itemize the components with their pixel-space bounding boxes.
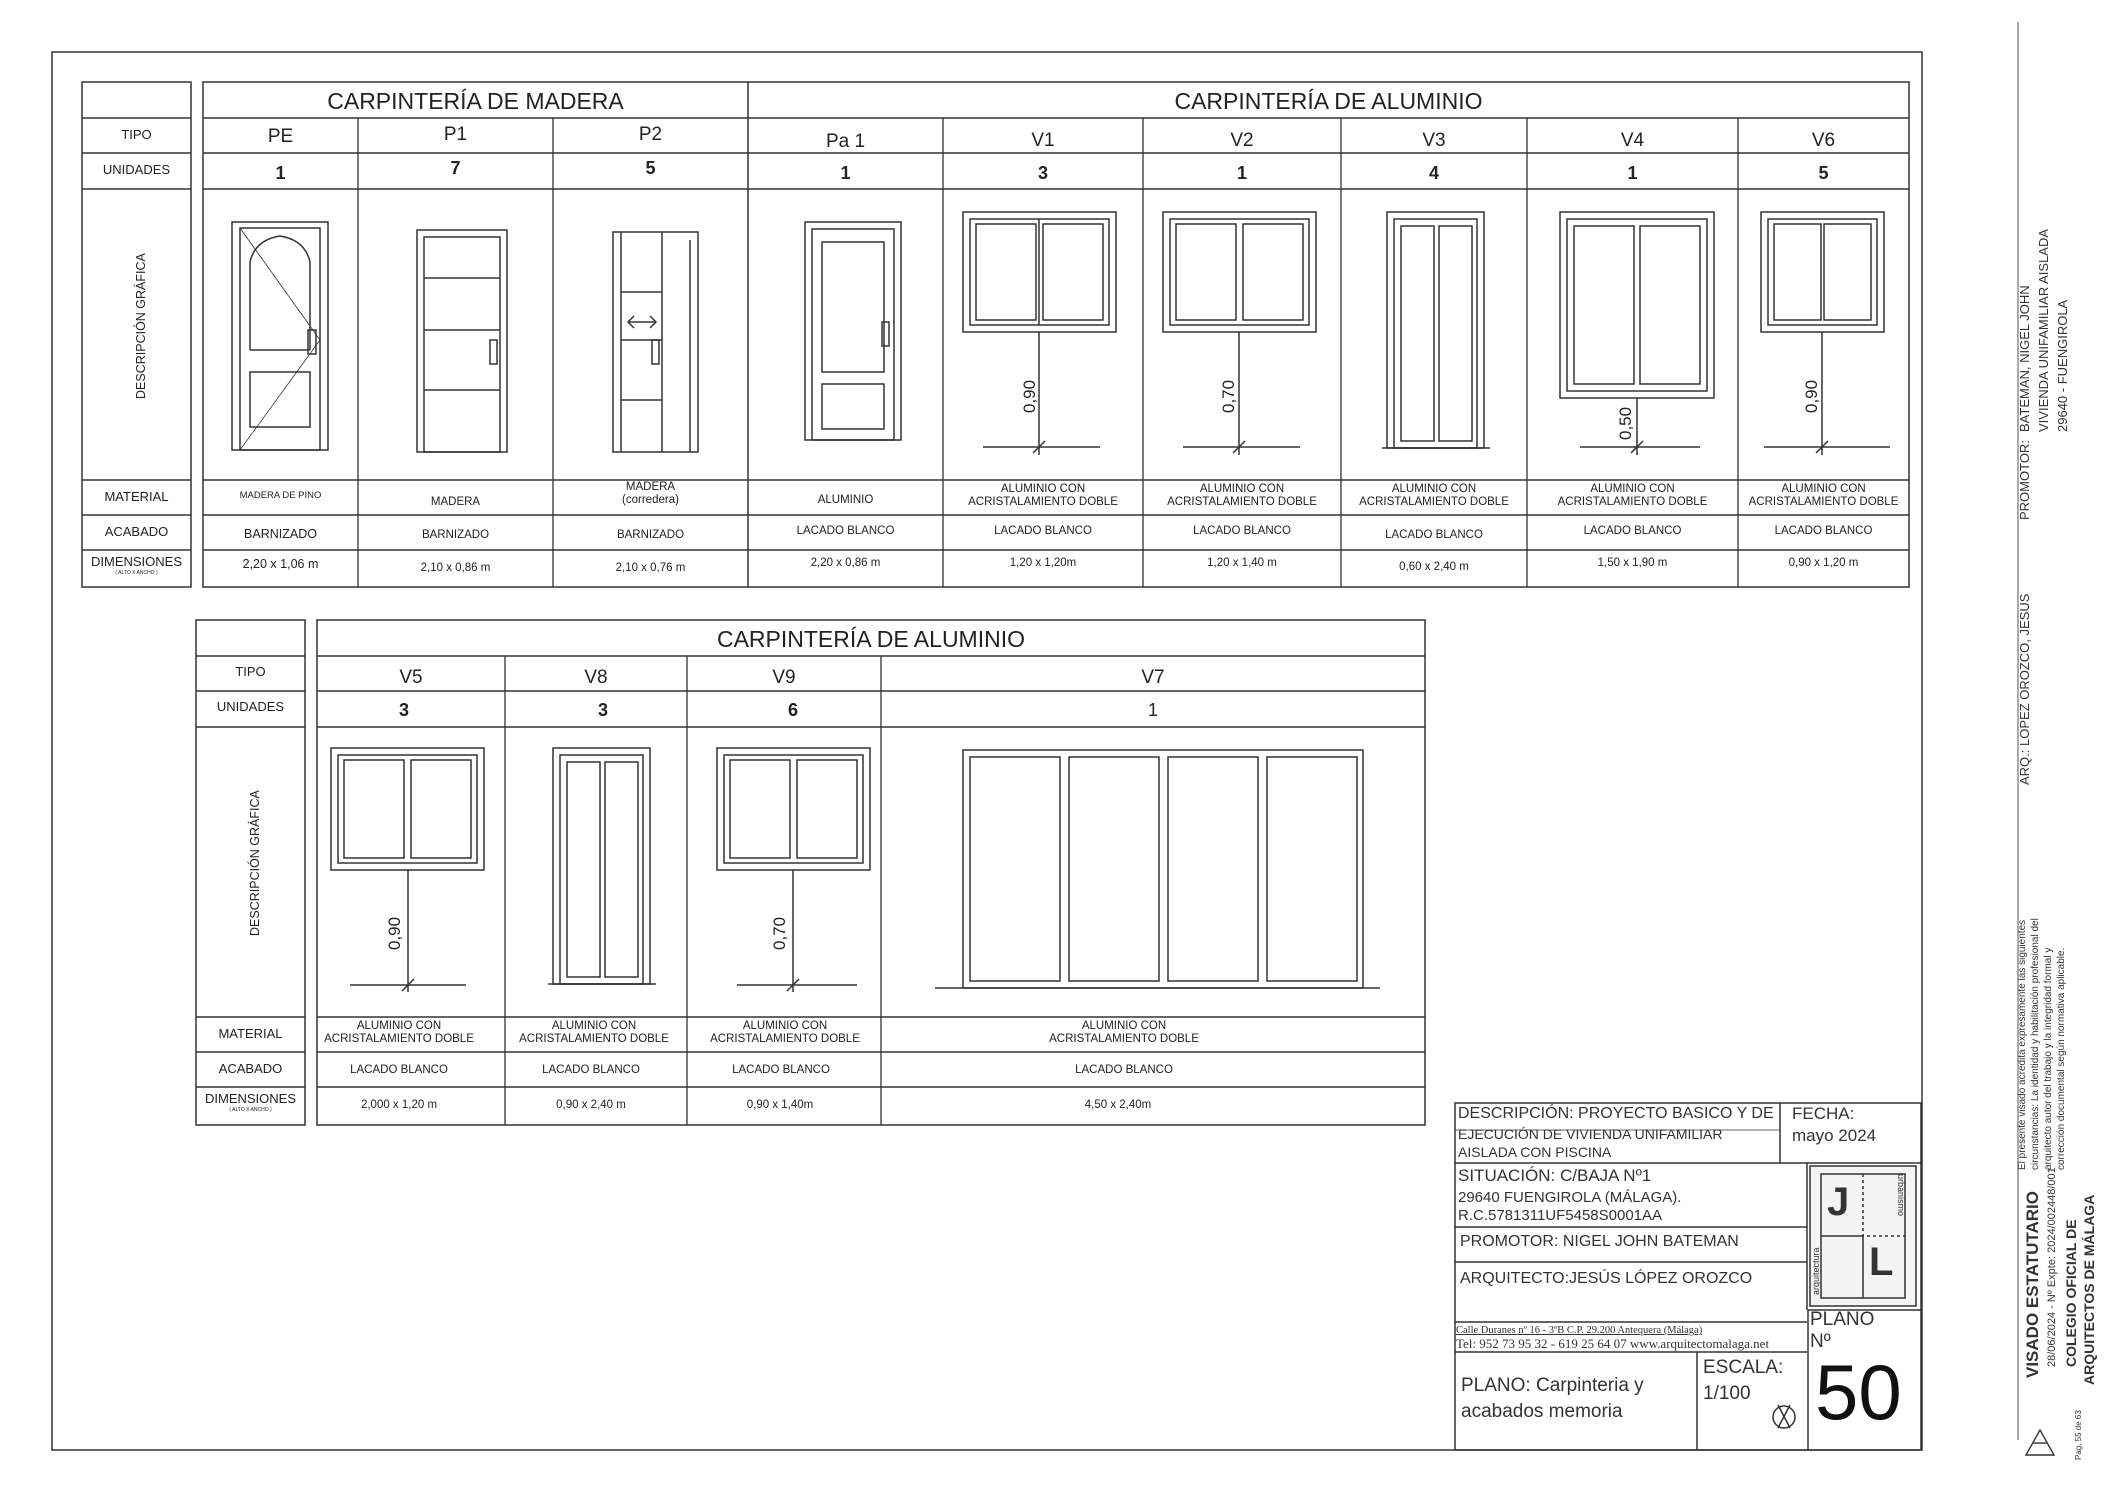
tb-fecha-label: FECHA: [1792, 1104, 1855, 1123]
t1-label-material: MATERIAL [104, 489, 169, 504]
t2-material-v8: ALUMINIO CON ACRISTALAMIENTO DOBLE [519, 1020, 669, 1046]
tb-escala: 1/100 [1703, 1383, 1751, 1404]
logo-letter-j: J [1827, 1180, 1850, 1224]
tb-descripcion: DESCRIPCIÓN: PROYECTO BASICO Y DE [1458, 1105, 1774, 1122]
door-p2-drawing [613, 232, 698, 452]
t1-material-v3: ALUMINIO CON ACRISTALAMIENTO DOBLE [1359, 483, 1509, 509]
t2-acabado-v8: LACADO BLANCO [542, 1064, 640, 1076]
t2-label-unidades: UNIDADES [216, 699, 285, 714]
tb-plano-label: PLANO [1810, 1309, 1875, 1330]
t1-unidades-v2: 1 [1236, 163, 1247, 183]
t1-acabado-v4: LACADO BLANCO [1583, 525, 1682, 537]
t2-label-material: MATERIAL [218, 1026, 283, 1041]
t2-material-v5: ALUMINIO CON ACRISTALAMIENTO DOBLE [324, 1020, 474, 1046]
coa-logo [2026, 1430, 2054, 1455]
sidebar-visado-expediente: 28/06/2024 - Nº Expte: 2024/002448/001 [2046, 1167, 2058, 1367]
t1-tipo-p2: P2 [638, 124, 663, 145]
t1-acabado-pa1: LACADO BLANCO [796, 525, 895, 537]
sidebar-colegio-1: COLEGIO OFICIAL DE [2063, 1219, 2079, 1367]
window-v1-drawing [963, 212, 1116, 455]
t1-material-pa1: ALUMINIO [817, 494, 874, 506]
t2-acabado-v7: LACADO BLANCO [1075, 1064, 1173, 1076]
sidebar-visado-2: circunstancias: La identidad y habilitación profesional del [2030, 918, 2041, 1170]
t1-sill-v2: 0,70 [1219, 379, 1238, 413]
t1-label-unidades: UNIDADES [102, 162, 171, 177]
sidebar-arquitecto: ARQ.: LOPEZ OROZCO, JESUS [2017, 593, 2032, 785]
t1-dim-pe: 2,20 x 1,06 m [242, 557, 319, 571]
window-v9-drawing [717, 748, 870, 992]
tb-plano-no-label: Nº [1810, 1331, 1831, 1352]
t1-group-aluminio: CARPINTERÍA DE ALUMINIO [1174, 88, 1483, 114]
t1-tipo-v2: V2 [1230, 130, 1254, 151]
tb-promotor: PROMOTOR: NIGEL JOHN BATEMAN [1460, 1233, 1739, 1250]
sidebar-promotor-label: PROMOTOR: [2017, 440, 2032, 520]
t2-sill-v5: 0,90 [385, 916, 404, 950]
window-v2-drawing [1163, 212, 1316, 455]
sidebar-visado-title: VISADO ESTATUTARIO [2023, 1191, 2042, 1378]
t1-label-descripcion: DESCRIPCIÓN GRÁFICA [134, 253, 148, 399]
t1-unidades-p1: 7 [450, 158, 461, 178]
t2-unidades-v8: 3 [597, 700, 608, 720]
t1-dim-p1: 2,10 x 0,86 m [420, 562, 491, 574]
window-v7-drawing [935, 750, 1380, 988]
t1-dim-v6: 0,90 x 1,20 m [1788, 557, 1859, 569]
t1-material-p2: MADERA (corredera) [622, 481, 679, 507]
t1-label-acabado: ACABADO [104, 524, 169, 539]
t2-dim-v9: 0,90 x 1,40m [746, 1099, 814, 1111]
tb-fecha: mayo 2024 [1792, 1126, 1877, 1145]
logo-text-arquitectura: arquitectura [1811, 1247, 1821, 1295]
t2-label-acabado: ACABADO [218, 1061, 283, 1076]
logo-letter-l: L [1869, 1240, 1894, 1284]
t2-acabado-v5: LACADO BLANCO [350, 1064, 448, 1076]
t1-unidades-v6: 5 [1818, 163, 1829, 183]
t2-acabado-v9: LACADO BLANCO [732, 1064, 830, 1076]
window-v3-drawing [1382, 212, 1490, 448]
window-v4-drawing [1560, 212, 1714, 455]
tb-arquitecto: ARQUITECTO:JESÚS LÓPEZ OROZCO [1460, 1270, 1753, 1287]
t1-label-tipo: TIPO [121, 127, 152, 142]
t2-label-tipo: TIPO [235, 664, 266, 679]
t2-material-v9: ALUMINIO CON ACRISTALAMIENTO DOBLE [710, 1020, 860, 1046]
t1-label-dimensiones: DIMENSIONES [90, 554, 182, 569]
t2-tipo-v8: V8 [584, 667, 608, 688]
sidebar-promotor-3: 29640 - FUENGIROLA [2055, 299, 2070, 432]
tb-escala-label: ESCALA: [1703, 1357, 1784, 1378]
window-v8-drawing [548, 748, 656, 984]
t1-acabado-v3: LACADO BLANCO [1385, 529, 1483, 541]
sidebar-colegio-2: ARQUITECTOS DE MÁLAGA [2081, 1194, 2097, 1385]
t1-sill-v4: 0,50 [1616, 406, 1635, 440]
t1-dim-v1: 1,20 x 1,20m [1009, 557, 1077, 569]
t2-sill-v9: 0,70 [770, 916, 789, 950]
t1-unidades-v3: 4 [1428, 163, 1439, 183]
t2-dim-v8: 0,90 x 2,40 m [556, 1099, 626, 1111]
t1-tipo-p1: P1 [443, 124, 468, 145]
tb-address: Calle Duranes nº 16 - 3ºB C.P. 29.200 Antequera (Málaga) [1456, 1325, 1703, 1336]
t1-material-v2: ALUMINIO CON ACRISTALAMIENTO DOBLE [1167, 483, 1317, 509]
logo-text-urbanismo: urbanismo [1896, 1174, 1906, 1217]
t1-acabado-p2: BARNIZADO [616, 529, 685, 541]
t1-dim-p2: 2,10 x 0,76 m [615, 562, 686, 574]
t2-tipo-v7: V7 [1141, 667, 1165, 688]
tb-situacion-2: 29640 FUENGIROLA (MÁLAGA). [1458, 1189, 1682, 1206]
t1-acabado-v1: LACADO BLANCO [994, 525, 1092, 537]
tb-plano-number: 50 [1815, 1348, 1902, 1436]
tb-descripcion-2: EJECUCIÓN DE VIVIENDA UNIFAMILIAR [1458, 1126, 1723, 1142]
t1-acabado-p1: BARNIZADO [421, 529, 490, 541]
t2-label-dimensiones: DIMENSIONES [204, 1091, 296, 1106]
sidebar-page: Pag. 55 de 63 [2074, 1410, 2083, 1460]
pen-nib-icon [1773, 1405, 1795, 1428]
door-pa1-drawing [805, 222, 901, 440]
t1-tipo-v4: V4 [1620, 130, 1645, 151]
t2-unidades-v7: 1 [1147, 700, 1158, 720]
t1-dim-v3: 0,60 x 2,40 m [1399, 561, 1469, 573]
t2-tipo-v9: V9 [772, 667, 796, 688]
t2-unidades-v5: 3 [398, 700, 409, 720]
t1-material-p1: MADERA [430, 496, 481, 508]
t1-tipo-v1: V1 [1031, 130, 1055, 151]
t1-dim-v4: 1,50 x 1,90 m [1597, 557, 1668, 569]
t1-tipo-v3: V3 [1422, 130, 1446, 151]
tb-situacion-3: R.C.5781311UF5458S0001AA [1458, 1207, 1663, 1224]
sidebar-visado-3: arquitecto autor del trabajo y la integridad formal y [2043, 947, 2054, 1170]
window-v6-drawing [1761, 212, 1890, 455]
t1-unidades-pa1: 1 [840, 163, 851, 183]
t1-acabado-v2: LACADO BLANCO [1193, 525, 1291, 537]
t1-tipo-v6: V6 [1811, 130, 1836, 151]
t2-label-dim-sub: ( ALTO X ANCHO ) [229, 1107, 272, 1113]
t1-unidades-pe: 1 [275, 163, 286, 183]
sidebar-visado-4: corrección documental según normativa aplicable. [2056, 947, 2067, 1170]
tb-plano-title-2: acabados memoria [1461, 1401, 1623, 1422]
t1-material-v4: ALUMINIO CON ACRISTALAMIENTO DOBLE [1557, 483, 1708, 509]
t2-label-descripcion: DESCRIPCIÓN GRÁFICA [248, 790, 262, 936]
t2-dim-v5: 2,000 x 1,20 m [360, 1099, 438, 1111]
t1-sill-v6: 0,90 [1802, 379, 1821, 413]
t1-sill-v1: 0,90 [1020, 379, 1039, 413]
t1-group-madera: CARPINTERÍA DE MADERA [327, 88, 624, 114]
t1-tipo-pa1: Pa 1 [825, 131, 866, 152]
door-pe-drawing [232, 222, 328, 450]
t1-material-v1: ALUMINIO CON ACRISTALAMIENTO DOBLE [968, 483, 1118, 509]
sidebar-promotor-2: VIVIENDA UNIFAMILIAR AISLADA [2036, 228, 2051, 432]
t1-acabado-pe: BARNIZADO [244, 527, 317, 541]
t1-acabado-v6: LACADO BLANCO [1774, 525, 1873, 537]
t2-group-aluminio: CARPINTERÍA DE ALUMINIO [716, 626, 1025, 652]
t2-main-grid [317, 620, 1425, 1125]
tb-situacion: SITUACIÓN: C/BAJA Nº1 [1458, 1166, 1652, 1185]
t1-unidades-p2: 5 [645, 158, 656, 178]
t2-unidades-v9: 6 [787, 700, 798, 720]
t1-tipo-pe: PE [267, 126, 294, 147]
tb-descripcion-3: AISLADA CON PISCINA [1458, 1144, 1612, 1160]
t1-unidades-v1: 3 [1037, 163, 1048, 183]
t2-material-v7: ALUMINIO CON ACRISTALAMIENTO DOBLE [1049, 1020, 1199, 1046]
t2-dim-v7: 4,50 x 2,40m [1084, 1099, 1152, 1111]
window-v5-drawing [331, 748, 484, 992]
t1-material-v6: ALUMINIO CON ACRISTALAMIENTO DOBLE [1748, 483, 1899, 509]
t1-dim-pa1: 2,20 x 0,86 m [810, 557, 881, 569]
t1-material-pe: MADERA DE PINO [239, 490, 322, 501]
door-p1-drawing [417, 230, 507, 452]
sidebar-promotor-1: BATEMAN, NIGEL JOHN [2017, 285, 2032, 432]
t1-label-dim-sub: ( ALTO X ANCHO ) [115, 570, 158, 576]
tb-plano-title: PLANO: Carpinteria y [1461, 1375, 1644, 1396]
t1-dim-v2: 1,20 x 1,40 m [1207, 557, 1277, 569]
t2-tipo-v5: V5 [399, 667, 423, 688]
sidebar-visado-1: El presente visado acredita expresamente las siguientes [2017, 919, 2028, 1170]
t1-unidades-v4: 1 [1627, 163, 1638, 183]
tb-contact: Tel: 952 73 95 32 - 619 25 64 07 www.arquitectomalaga.net [1456, 1336, 1770, 1351]
